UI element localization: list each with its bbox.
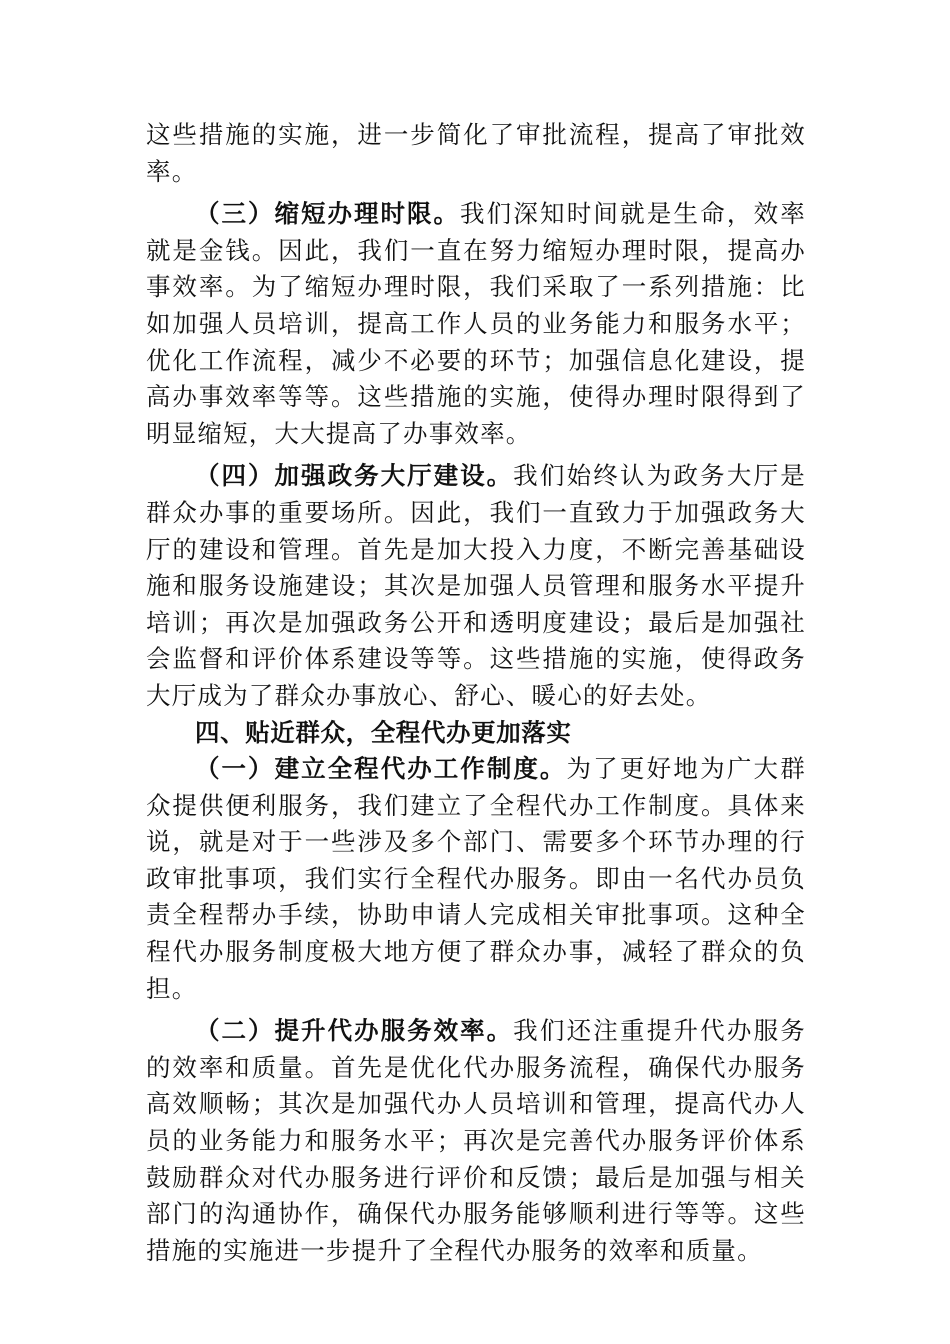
paragraph-text: 我们还注重提升代办服务的效率和质量。首先是优化代办服务流程，确保代办服务高效顺畅；其次是加强代办人员培训和管理，提高代办人员的业务能力和服务水平；再次是完善代办服务评价体系鼓励群众对代办服务进行评价和反馈；最后是加强与相关部门的沟通协作，确保代办服务能够顺利进行等等。这些措施的实施进一步提升了全程代办服务的效率和质量。 [146,1016,807,1265]
body-paragraph [146,751,806,1007]
body-paragraph [146,1013,806,1269]
document-page [146,117,806,1269]
paragraph-text: 为了更好地为广大群众提供便利服务，我们建立了全程代办工作制度。具体来说，就是对于一些涉及多个部门、需要多个环节办理的行政审批事项，我们实行全程代办服务。即由一名代办员负责全程帮办手续，协助申请人完成相关审批事项。这种全程代办服务制度极大地方便了群众办事，减轻了群众的负担。 [146,754,806,1003]
paragraph-lead: （三）缩短办理时限。 [195,199,460,229]
paragraph-lead: （四）加强政务大厅建设。 [195,461,514,491]
body-paragraph [146,196,806,452]
paragraph-text: 这些措施的实施，进一步简化了审批流程，提高了审批效率。 [146,120,806,186]
paragraph-text: 我们始终认为政务大厅是群众办事的重要场所。因此，我们一直致力于加强政务大厅的建设和管理。首先是加大投入力度，不断完善基础设施和服务设施建设；其次是加强人员管理和服务水平提升培训；再次是加强政务公开和透明度建设；最后是加强社会监督和评价体系建设等等。这些措施的实施，使得政务大厅成为了群众办事放心、舒心、暖心的好去处。 [146,461,807,710]
paragraph-lead: （一）建立全程代办工作制度。 [195,754,567,784]
body-paragraph [146,117,806,190]
section-heading: 四、贴近群众，全程代办更加落实 [195,717,572,747]
paragraph-lead: （二）提升代办服务效率。 [195,1016,514,1046]
body-paragraph [146,458,806,714]
paragraph-text: 我们深知时间就是生命，效率就是金钱。因此，我们一直在努力缩短办理时限，提高办事效率。为了缩短办理时限，我们采取了一系列措施：比如加强人员培训，提高工作人员的业务能力和服务水平；优化工作流程，减少不必要的环节；加强信息化建设，提高办事效率等等。这些措施的实施，使得办理时限得到了明显缩短，大大提高了办事效率。 [146,199,806,448]
